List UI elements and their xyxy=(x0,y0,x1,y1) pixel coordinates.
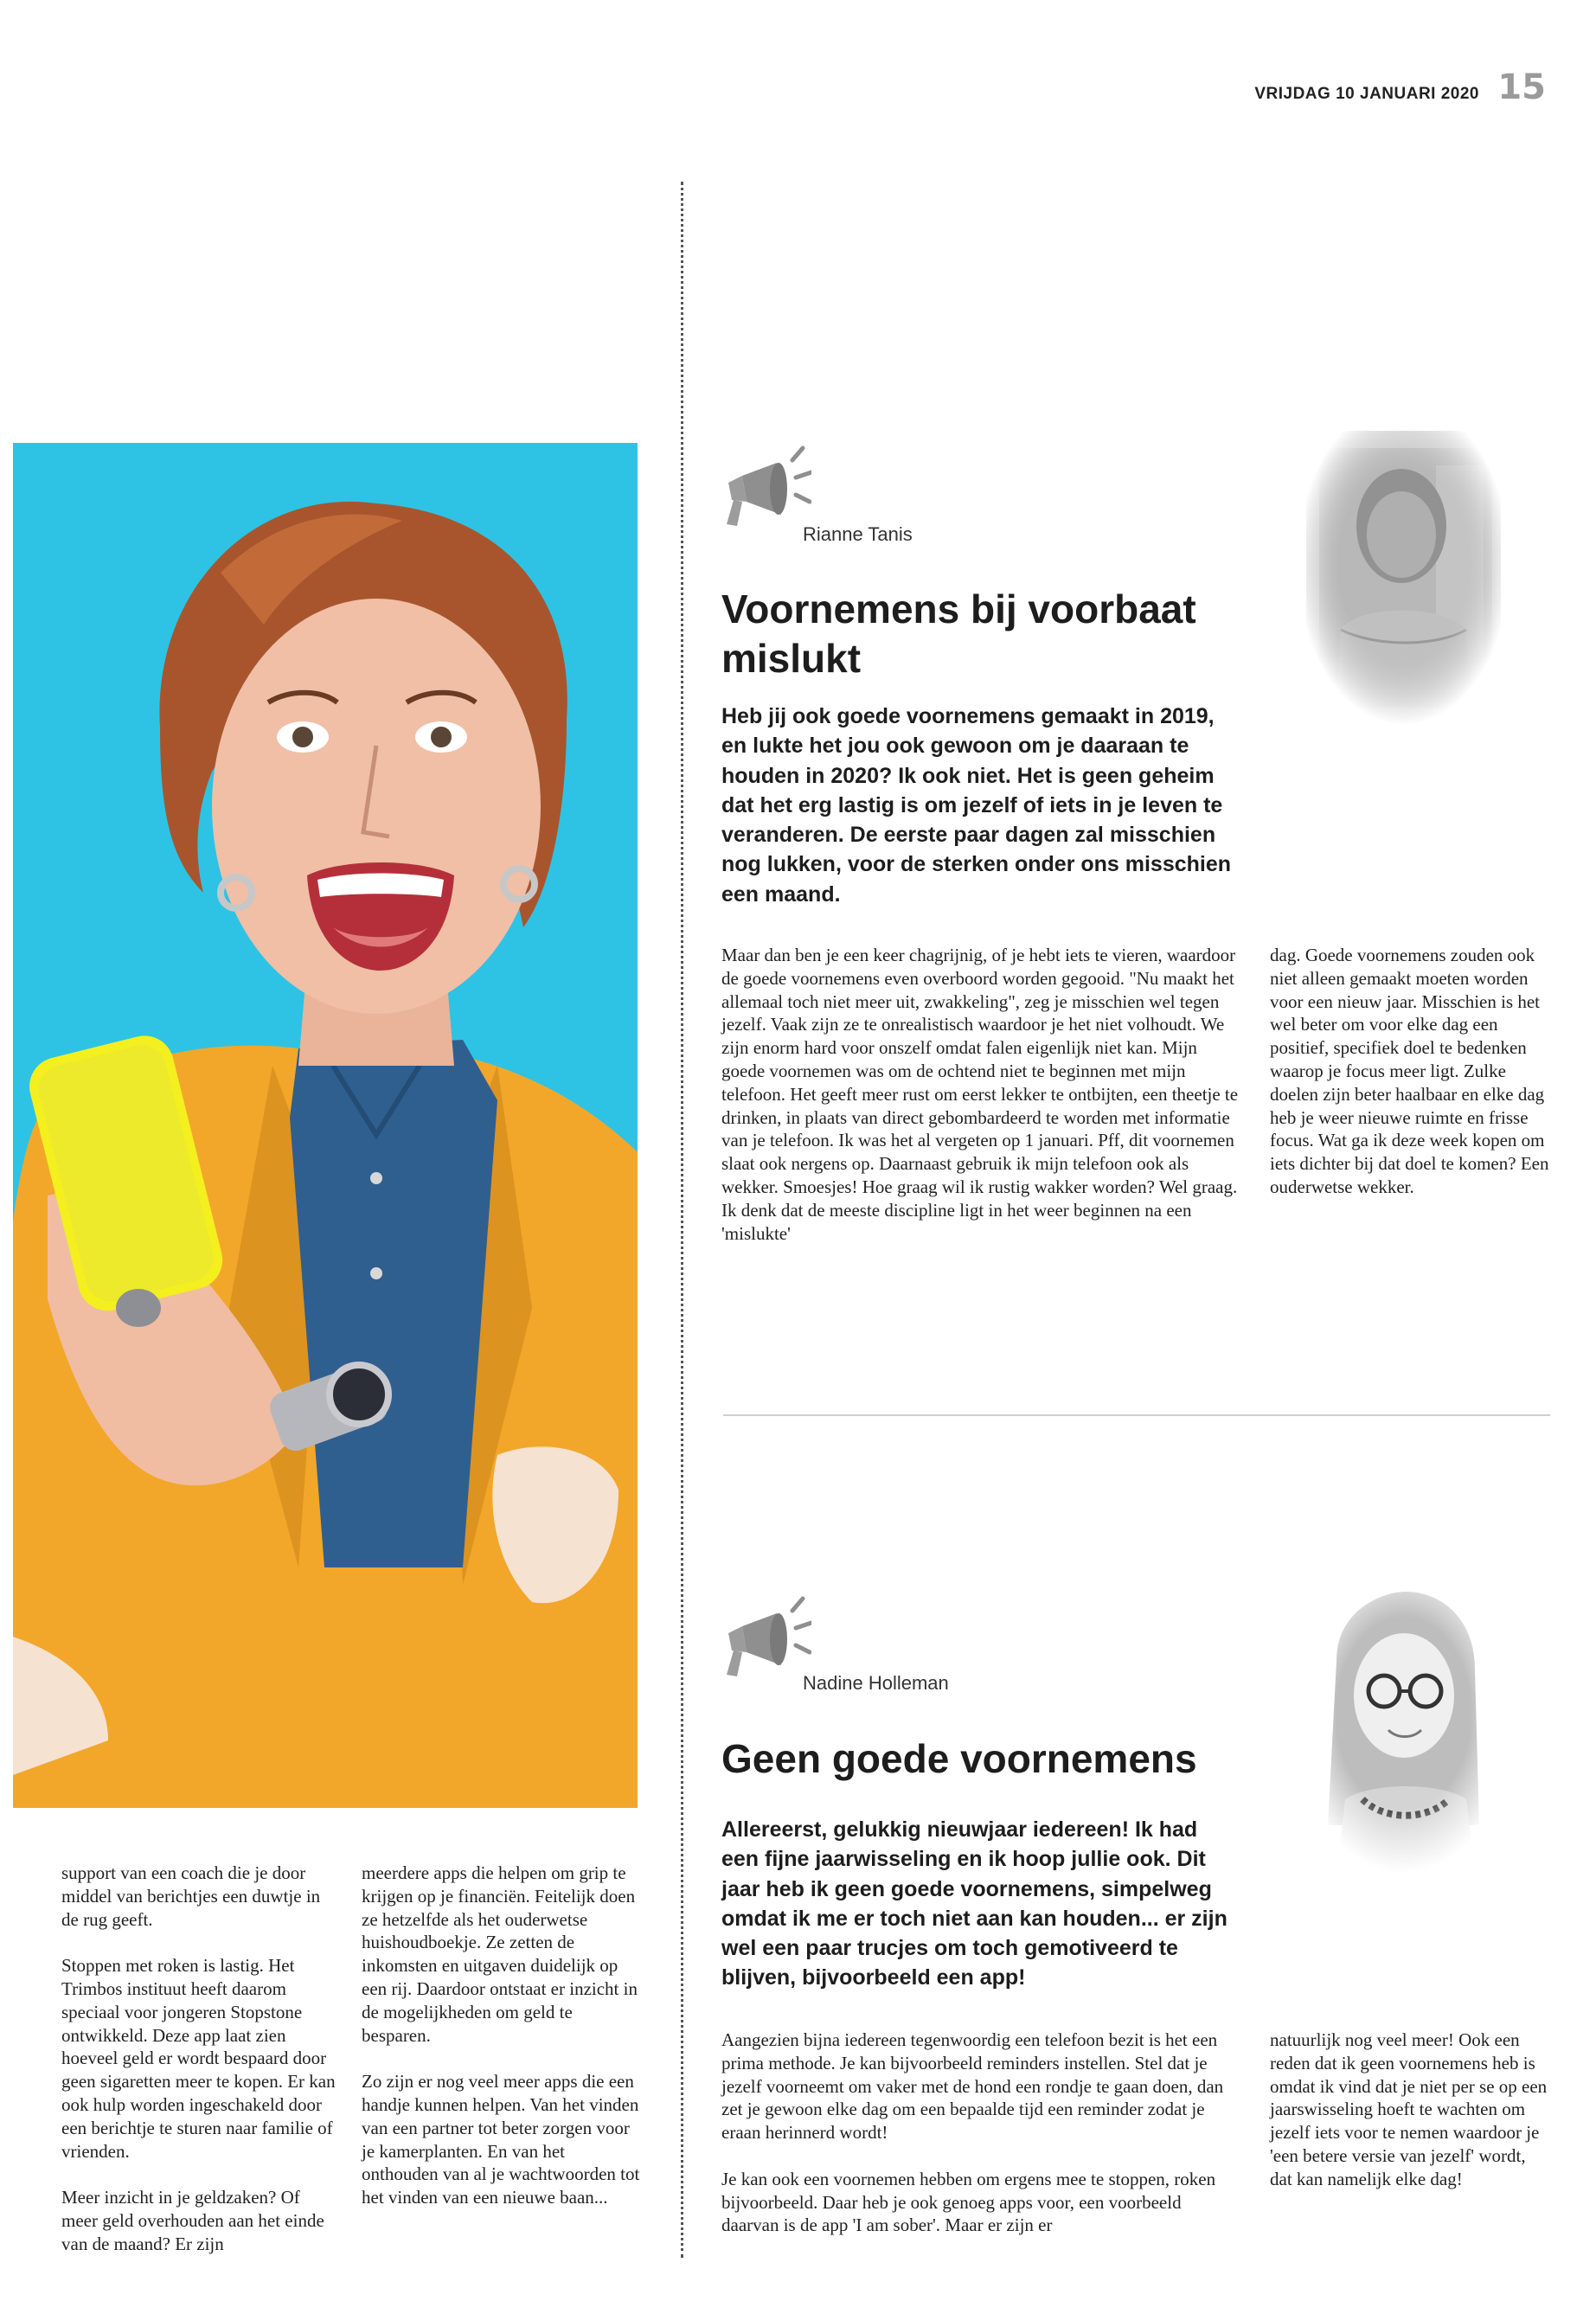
article1-lead: Heb jij ook goede voornemens gemaakt in 2019, en lukte het jou ook gewoon om je daaraan te houden in 2020? Ik ook niet. Het is geen geheim dat het erg lastig is om jezelf of iets in je leven te veranderen. De eerste paar dagen zal misschien nog lukken, voor de sterken onder ons misschien een maand. xyxy=(721,704,1232,907)
article2-headline: Geen goede voornemens xyxy=(721,1736,1197,1781)
issue-date: VRIJDAG 10 JANUARI 2020 xyxy=(1254,85,1479,103)
left-col2-para: Zo zijn er nog veel meer apps die een handje kunnen helpen. Van het vinden van een partner tot beter zorgen voor je kamerplanten. En van het onthouden van al je wachtwoorden tot het vinden van een nieuwe baan... xyxy=(362,2071,640,2208)
left-col1-para: Stoppen met roken is lastig. Het Trimbos instituut heeft daarom speciaal voor jongeren Stopstone ontwikkeld. Deze app laat zien hoeveel geld er wordt bespaard door geen sigaretten meer te kopen. Er kan ook hulp worden ingeschakeld door een berichtje te sturen naar familie of vrienden. xyxy=(61,1955,336,2162)
article2-column-1 xyxy=(721,2029,1242,2237)
article2-megaphone xyxy=(716,1592,811,1691)
megaphone-icon xyxy=(716,1592,811,1687)
article1-column-1 xyxy=(721,944,1242,1245)
left-column-1 xyxy=(61,1862,340,2256)
article2-column-2 xyxy=(1270,2029,1551,2191)
article2-col1-para: Aangezien bijna iedereen tegenwoordig een telefoon bezit is het een prima methode. Je kan bijvoorbeeld reminders instellen. Stel dat je jezelf voorneemt om vaker met de hond een rondje te gaan doen, dan zet je gewoon elke dag om een bepaalde tijd een reminder zodat je eraan herinnerd wordt! xyxy=(721,2029,1224,2144)
column-divider xyxy=(681,182,683,2258)
article2-lead: Allereerst, gelukkig nieuwjaar iedereen! Ik had een fijne jaarwisseling en ik hoop jullie ook. Dit jaar heb ik geen goede voornemens, simpelweg omdat ik me er toch niet aan kan houden... er zijn wel een paar trucjes om toch gemotiveerd te blijven, bijvoorbeeld een app! xyxy=(721,1817,1227,1990)
article-divider xyxy=(723,1414,1550,1416)
page-number: 15 xyxy=(1497,67,1546,107)
article1-author: Rianne Tanis xyxy=(803,523,913,545)
left-col2-para: meerdere apps die helpen om grip te krijgen op je financiën. Feitelijk doen ze hetzelfde als het ouderwetse huishoudboekje. Ze zetten de inkomsten en uitgaven duidelijk op een rij. Daardoor ontstaat er inzicht in de mogelijkheden om geld te besparen. xyxy=(362,1862,638,2046)
rianne-tanis-portrait xyxy=(1306,431,1501,725)
article1-column-2 xyxy=(1270,944,1551,1199)
article2-col1-para: Je kan ook een voornemen hebben om ergens mee te stoppen, roken bijvoorbeeld. Daar heb je ook genoeg apps voor, een voorbeeld daarvan is de app 'I am sober'. Maar er zijn er xyxy=(721,2168,1216,2236)
article2-author: Nadine Holleman xyxy=(803,1672,949,1694)
left-col1-para: support van een coach die je door middel van berichtjes een duwtje in de rug geeft. xyxy=(61,1862,321,1930)
article2-col2-text: natuurlijk nog veel meer! Ook een reden dat ik geen voornemens heb is omdat ik vind dat je niet per se op een jaarswisseling hoeft te wachten om jezelf iets voor te nemen waardoor je 'een betere versie van jezelf' wordt, dat kan namelijk elke dag! xyxy=(1270,2029,1548,2189)
article1-headline: Voornemens bij voorbaat mislukt xyxy=(721,586,1196,681)
left-col1-para: Meer inzicht in je geldzaken? Of meer geld overhouden aan het einde van de maand? Er zijn xyxy=(61,2187,324,2254)
nadine-holleman-portrait xyxy=(1302,1583,1505,1873)
megaphone-icon xyxy=(716,441,811,536)
article1-col2-text: dag. Goede voornemens zouden ook niet alleen gemaakt moeten worden voor een nieuw jaar. Misschien is het wel beter om voor elke dag een positief, specifiek doel te bedenken waarop je focus meer ligt. Zulke doelen zijn beter haalbaar en elke dag heb je weer nieuwe ruimte en frisse focus. Wat ga ik deze week kopen om iets dichter bij dat doel te komen? Een ouderwetse wekker. xyxy=(1270,945,1549,1197)
woman-with-phone-photo xyxy=(13,443,638,1808)
article1-megaphone xyxy=(716,441,811,541)
article1-col1-text: Maar dan ben je een keer chagrijnig, of je hebt iets te vieren, waardoor de goede voornemens even overboord worden gegooid. "Nu maakt het allemaal toch niet meer uit, zwakkeling", zeg je misschien wel tegen jezelf. Vaak zijn ze te onrealistisch waardoor je het niet volhoudt. We zijn enorm hard voor onszelf omdat falen eigenlijk niet kan. Mijn goede voornemen was om de ochtend niet te beginnen met mijn telefoon. Het geeft meer rust om eerst lekker te ontbijten, een theetje te drinken, in plaats van direct gebombardeerd te worden met informatie van je telefoon. Ik was het al vergeten op 1 januari. Pff, dit voornemen slaat ook nergens op. Daarnaast gebruik ik mijn telefoon ook als wekker. Smoesjes! Hoe graag wil ik rustig wakker worden? Wel graag. Ik denk dat de meeste discipline ligt in het weer beginnen na een 'mislukte' xyxy=(721,945,1239,1244)
left-column-2 xyxy=(362,1862,640,2209)
